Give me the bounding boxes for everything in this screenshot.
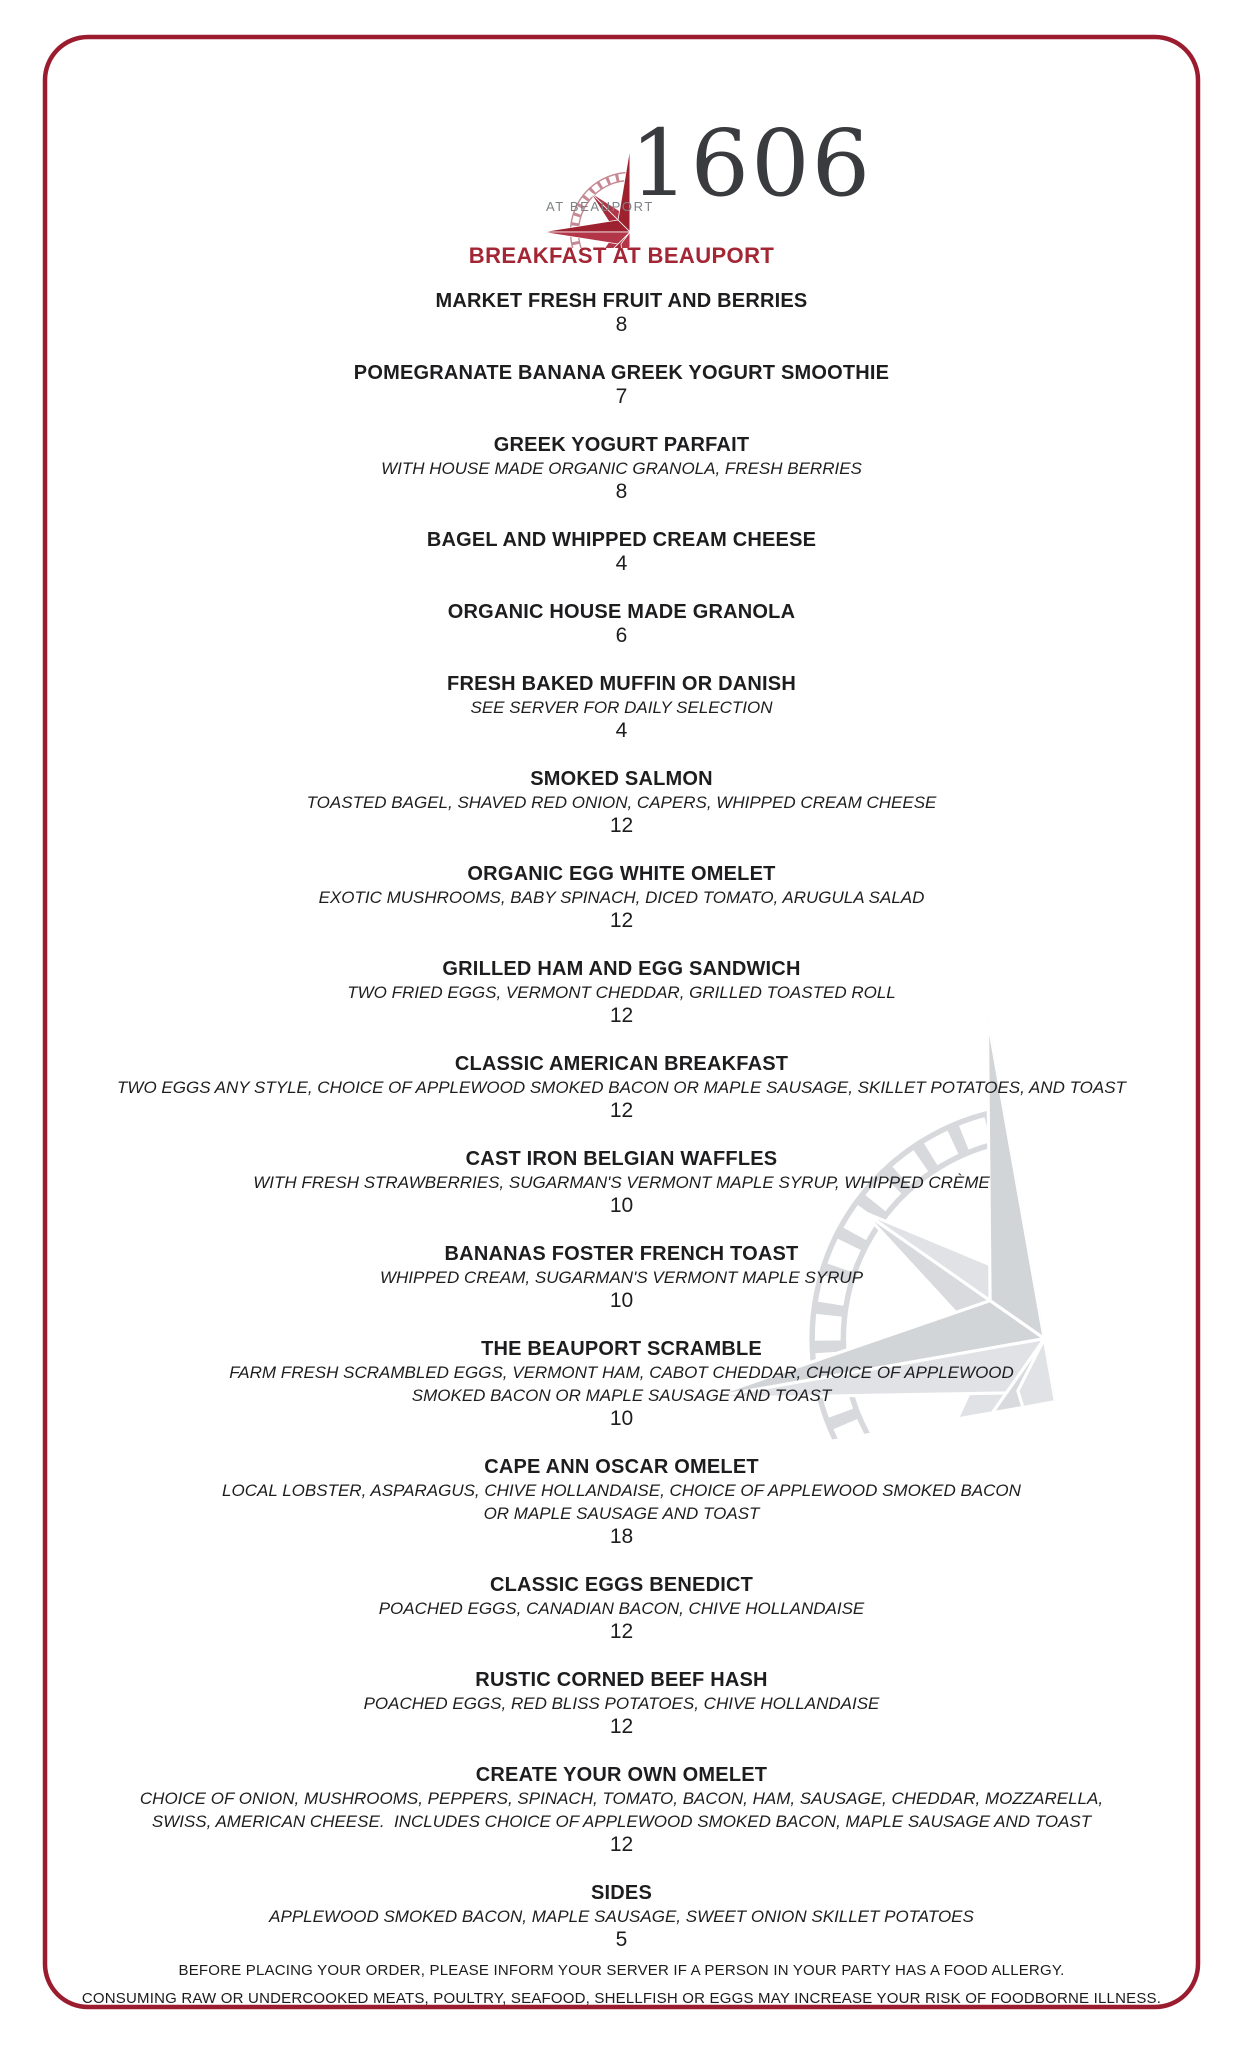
item-description	[0, 886, 1243, 909]
item-name: BANANAS FOSTER FRENCH TOAST	[444, 1243, 799, 1265]
item-price: 10	[609, 1289, 634, 1312]
item-price: 5	[615, 1928, 628, 1951]
item-price: 8	[615, 313, 628, 336]
item-name: ORGANIC EGG WHITE OMELET	[467, 863, 776, 885]
item-price: 12	[609, 1620, 634, 1643]
item-name: CLASSIC EGGS BENEDICT	[489, 1574, 754, 1596]
footer-notices	[0, 1957, 1243, 2013]
item-description	[0, 457, 1243, 480]
item-name: FRESH BAKED MUFFIN OR DANISH	[447, 673, 796, 695]
item-description	[0, 791, 1243, 814]
menu-item	[0, 1053, 1243, 1122]
item-name: GREEK YOGURT PARFAIT	[493, 434, 750, 456]
item-description-line: WITH FRESH STRAWBERRIES, SUGARMAN'S VERMONT MAPLE SYRUP, WHIPPED CRÈME	[253, 1173, 990, 1192]
item-description-line: POACHED EGGS, RED BLISS POTATOES, CHIVE HOLLANDAISE	[363, 1694, 880, 1713]
item-description-line: OR MAPLE SAUSAGE AND TOAST	[483, 1504, 760, 1523]
item-description-line: WITH HOUSE MADE ORGANIC GRANOLA, FRESH BERRIES	[381, 459, 862, 478]
item-description	[0, 1787, 1243, 1833]
item-name: THE BEAUPORT SCRAMBLE	[481, 1338, 762, 1360]
item-description-line: POACHED EGGS, CANADIAN BACON, CHIVE HOLLANDAISE	[378, 1599, 865, 1618]
allergy-notice: BEFORE PLACING YOUR ORDER, PLEASE INFORM YOUR SERVER IF A PERSON IN YOUR PARTY HAS A FOOD ALLERGY.	[178, 1962, 1065, 1979]
item-description	[0, 1692, 1243, 1715]
item-description-line: FARM FRESH SCRAMBLED EGGS, VERMONT HAM, CABOT CHEDDAR, CHOICE OF APPLEWOOD	[229, 1363, 1014, 1382]
item-description-line: TOASTED BAGEL, SHAVED RED ONION, CAPERS, WHIPPED CREAM CHEESE	[306, 793, 937, 812]
menu-item	[0, 1882, 1243, 1951]
brand-name: 1606	[630, 110, 873, 217]
consumer-advisory-notice: CONSUMING RAW OR UNDERCOOKED MEATS, POULTRY, SEAFOOD, SHELLFISH OR EGGS MAY INCREASE YOUR RISK OF FOODBORNE ILLNESS.	[81, 1990, 1162, 2007]
menu-item	[0, 1338, 1243, 1430]
item-description	[0, 1597, 1243, 1620]
item-name: POMEGRANATE BANANA GREEK YOGURT SMOOTHIE	[353, 362, 890, 384]
menu-item	[0, 1243, 1243, 1312]
item-name: GRILLED HAM AND EGG SANDWICH	[442, 958, 801, 980]
item-price: 8	[615, 480, 628, 503]
item-description	[0, 696, 1243, 719]
item-description-line: EXOTIC MUSHROOMS, BABY SPINACH, DICED TOMATO, ARUGULA SALAD	[318, 888, 925, 907]
item-description-line: SWISS, AMERICAN CHEESE. INCLUDES CHOICE OF APPLEWOOD SMOKED BACON, MAPLE SAUSAGE AND TOAST	[151, 1812, 1092, 1831]
menu-item	[0, 601, 1243, 647]
item-price: 4	[615, 719, 628, 742]
menu-item	[0, 1148, 1243, 1217]
menu-item	[0, 1764, 1243, 1856]
item-name: MARKET FRESH FRUIT AND BERRIES	[435, 290, 808, 312]
item-price: 10	[609, 1407, 634, 1430]
menu-item	[0, 1669, 1243, 1738]
item-description-line: LOCAL LOBSTER, ASPARAGUS, CHIVE HOLLANDAISE, CHOICE OF APPLEWOOD SMOKED BACON	[222, 1481, 1021, 1500]
item-name: CREATE YOUR OWN OMELET	[475, 1764, 768, 1786]
item-name: CAPE ANN OSCAR OMELET	[484, 1456, 759, 1478]
item-name: SIDES	[590, 1882, 653, 1904]
item-price: 7	[615, 385, 628, 408]
item-price: 4	[615, 552, 628, 575]
item-price: 12	[609, 1833, 634, 1856]
menu-item-list	[0, 290, 1243, 1951]
menu-item	[0, 673, 1243, 742]
menu-item	[0, 529, 1243, 575]
item-description-line: TWO EGGS ANY STYLE, CHOICE OF APPLEWOOD SMOKED BACON OR MAPLE SAUSAGE, SKILLET POTATOES, AND TOAST	[117, 1078, 1126, 1097]
menu-item	[0, 1574, 1243, 1643]
menu-item	[0, 863, 1243, 932]
item-description	[0, 1171, 1243, 1194]
item-description	[0, 1905, 1243, 1928]
menu-item	[0, 290, 1243, 336]
item-name: CAST IRON BELGIAN WAFFLES	[465, 1148, 778, 1170]
item-price: 6	[615, 624, 628, 647]
item-description-line: APPLEWOOD SMOKED BACON, MAPLE SAUSAGE, SWEET ONION SKILLET POTATOES	[269, 1907, 974, 1926]
item-description-line: CHOICE OF ONION, MUSHROOMS, PEPPERS, SPINACH, TOMATO, BACON, HAM, SAUSAGE, CHEDDAR, MOZZARELLA,	[139, 1789, 1104, 1808]
item-price: 12	[609, 1715, 634, 1738]
item-description	[0, 1266, 1243, 1289]
item-name: ORGANIC HOUSE MADE GRANOLA	[447, 601, 796, 623]
menu-item	[0, 958, 1243, 1027]
item-description-line: TWO FRIED EGGS, VERMONT CHEDDAR, GRILLED TOASTED ROLL	[347, 983, 896, 1002]
menu-title: BREAKFAST AT BEAUPORT	[468, 243, 775, 268]
item-description	[0, 981, 1243, 1004]
item-price: 10	[609, 1194, 634, 1217]
item-name: RUSTIC CORNED BEEF HASH	[475, 1669, 768, 1691]
item-price: 12	[609, 1004, 634, 1027]
item-description	[0, 1479, 1243, 1525]
item-description-line: WHIPPED CREAM, SUGARMAN'S VERMONT MAPLE SYRUP	[379, 1268, 864, 1287]
item-price: 18	[609, 1525, 634, 1548]
compass-rose-logo-icon	[446, 44, 630, 248]
item-price: 12	[609, 814, 634, 837]
item-description-line: SMOKED BACON OR MAPLE SAUSAGE AND TOAST	[411, 1386, 832, 1405]
item-description	[0, 1361, 1243, 1407]
item-name: SMOKED SALMON	[530, 768, 713, 790]
item-price: 12	[609, 909, 634, 932]
item-name: BAGEL AND WHIPPED CREAM CHEESE	[426, 529, 817, 551]
item-description-line: SEE SERVER FOR DAILY SELECTION	[470, 698, 773, 717]
menu-item	[0, 362, 1243, 408]
item-description	[0, 1076, 1243, 1099]
item-price: 12	[609, 1099, 634, 1122]
menu-item	[0, 1456, 1243, 1548]
brand-tagline: AT BEAUPORT	[546, 199, 654, 214]
menu-item	[0, 434, 1243, 503]
menu-item	[0, 768, 1243, 837]
item-name: CLASSIC AMERICAN BREAKFAST	[454, 1053, 789, 1075]
